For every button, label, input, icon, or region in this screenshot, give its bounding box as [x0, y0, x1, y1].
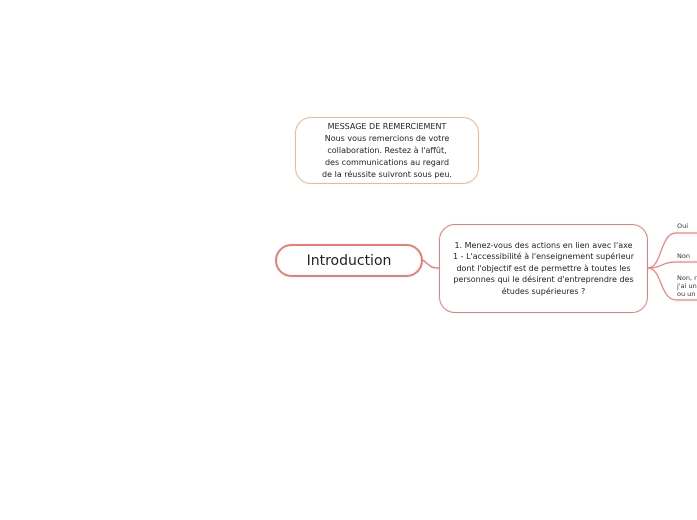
answer-non-r-line-1: Non, r: [677, 274, 697, 282]
answer-non-node[interactable]: [677, 252, 690, 260]
introduction-label: Introduction: [306, 252, 392, 269]
thank-you-line-1: MESSAGE DE REMERCIEMENT: [327, 121, 447, 131]
thank-you-line-2: Nous vous remercions de votre: [324, 133, 450, 143]
question-1-label: 1. Menez-vous des actions en lien avec l'axe 1 - L'accessibilité à l'enseignement supérieur dont l'objectif est de permettre à toutes les personnes qui le désirent d'entreprendre des études supérieures ?: [453, 240, 634, 296]
answer-non-r-line-2: j'ai un: [677, 282, 697, 290]
thank-you-line-5: de la réussite suivront sous peu.: [322, 169, 452, 179]
answer-non-r-line-3: ou un: [677, 290, 696, 298]
introduction-node[interactable]: [275, 244, 423, 277]
answer-non-r-node[interactable]: [677, 274, 697, 298]
thank-you-message-node[interactable]: [295, 117, 479, 184]
question-1-node[interactable]: [439, 224, 648, 313]
intro-to-question-link: [423, 260, 439, 268]
answer-oui-label: Oui: [677, 222, 689, 230]
answer-non-label: Non: [677, 252, 690, 260]
answer-oui-node[interactable]: [677, 222, 688, 230]
thank-you-line-4: des communications au regard: [324, 157, 450, 167]
thank-you-line-3: collaboration. Restez à l'affût,: [327, 145, 447, 155]
